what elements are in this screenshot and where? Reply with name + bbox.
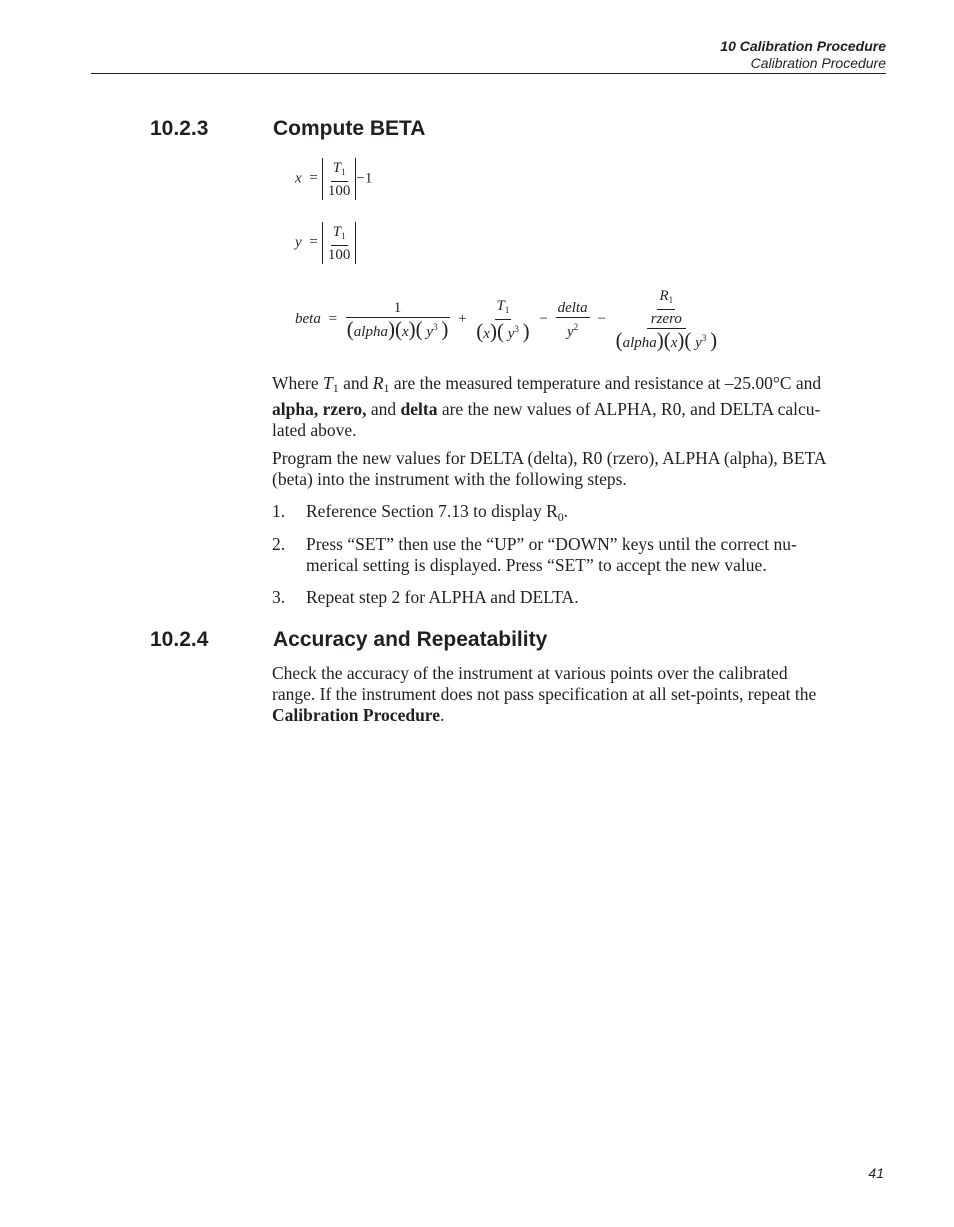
section-number: 10.2.4	[150, 628, 209, 651]
fraction-r1-rzero: $\frac{R_1}{\text{rzero}}$	[650, 288, 682, 327]
header-rule	[91, 73, 886, 74]
eq-var: T	[332, 223, 342, 240]
fraction-term-1: $\frac{1}{(alpha)(x)( y^3 )}$	[346, 299, 449, 341]
eq-sub: 1	[341, 166, 346, 177]
bracket	[322, 222, 357, 264]
paragraph-where: Where $T_1$ and $R_1$ are the measured temperature and resistance at –25.00°C and alpha, rzero, and delta are the new values of ALPHA, R0, and DELTA calcu- lated above.	[272, 373, 822, 440]
running-head	[720, 38, 886, 72]
eq-var: x	[295, 170, 302, 187]
paragraph-program: Program the new values for DELTA (delta), R0 (rzero), ALPHA (alpha), BETA (beta) into the instrument with the following steps.	[272, 448, 827, 489]
eq-var: y	[295, 234, 302, 251]
paragraph-accuracy: Check the accuracy of the instrument at various points over the calibrated range. If the instrument does not pass specification at all set-points, repeat the Calibration Procedure.	[272, 663, 817, 725]
page-number: 41	[868, 1165, 884, 1181]
equation-beta: beta = $\frac{1}{(alpha)(x)( y^3 )}$ + $\frac{T_1}{(x)( y^3 )}$ − $\frac{\text{delta}}{y^2}$ − $\frac{\frac{R_1}{\text{rzero}}}{(alpha)(x)( y^3 )}$	[295, 288, 718, 352]
eq-number: 100	[327, 246, 351, 263]
section-number: 10.2.3	[150, 117, 209, 140]
fraction-term-4: $\frac{\frac{R_1}{\text{rzero}}}{(alpha)(x)( y^3 )}$	[615, 288, 718, 352]
section-title: Accuracy and Repeatability	[273, 628, 548, 651]
equation-y: y = $\frac{T_1}{100}$	[295, 222, 356, 264]
eq-term: −1	[356, 170, 373, 187]
equation-x: x = $\frac{T_1}{100}$ −1	[295, 159, 373, 199]
running-head-section: Calibration Procedure	[750, 55, 886, 71]
section-title: Compute BETA	[273, 117, 426, 140]
eq-var: beta	[295, 310, 321, 327]
fraction	[326, 224, 353, 263]
bracket	[322, 158, 357, 200]
running-head-chapter: 10 Calibration Procedure	[720, 38, 886, 54]
fraction-term-2: $\frac{T_1}{(x)( y^3 )}$	[476, 297, 530, 343]
eq-number: 100	[327, 182, 351, 199]
eq-var: T	[332, 159, 342, 176]
fraction	[326, 160, 353, 199]
fraction-term-3: $\frac{\text{delta}}{y^2}$	[557, 299, 588, 340]
eq-sub: 1	[341, 230, 346, 241]
